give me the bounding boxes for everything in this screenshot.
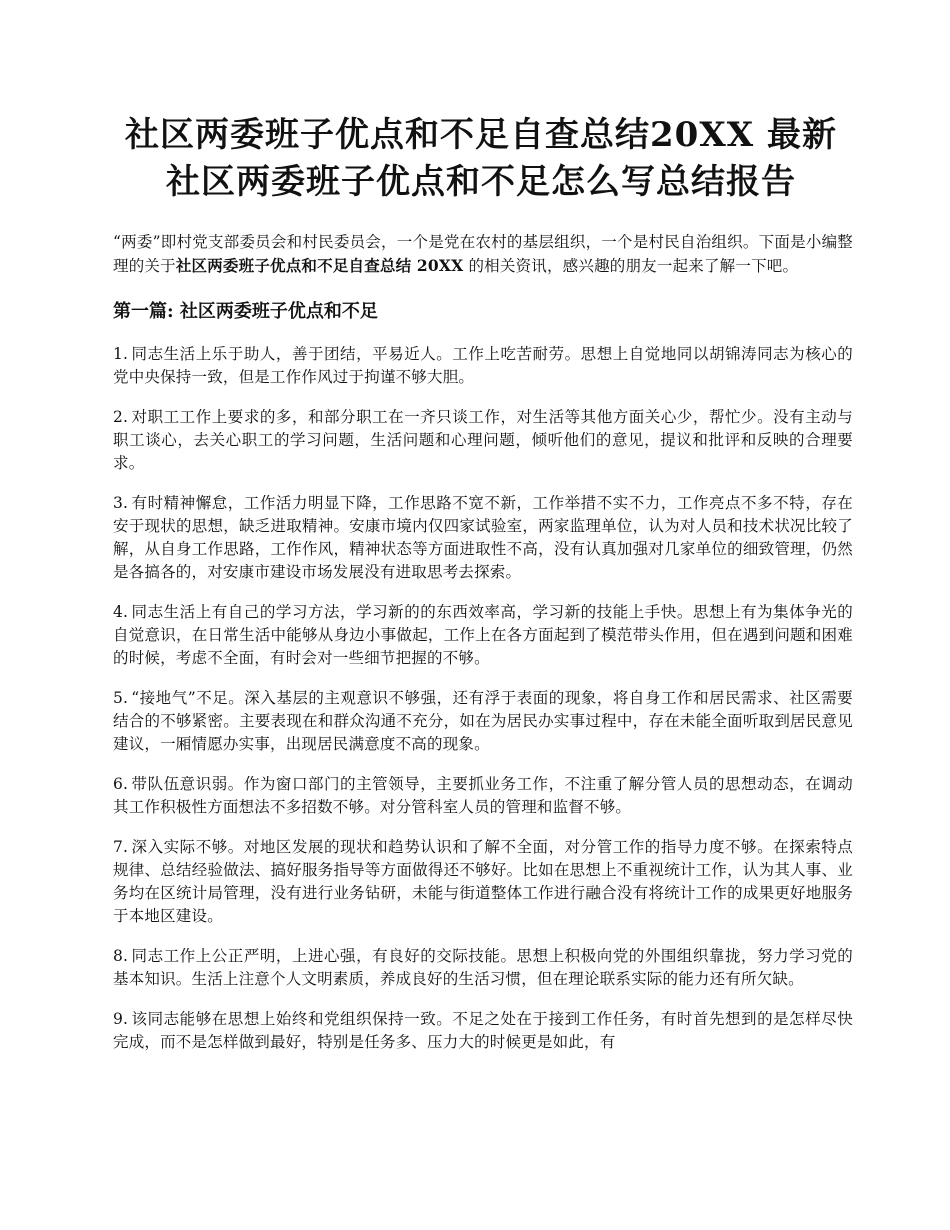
item-text: 同志生活上有自己的学习方法，学习新的的东西效率高，学习新的技能上手快。思想上有为集体争光的自觉意识，在日常生活中能够从身边小事做起，工作上在各方面起到了模范带头作用，但在遇到问题和困难的时候，考虑不全面，有时会对一些细节把握的不够。 (113, 603, 853, 667)
item-number: 3. (113, 494, 129, 512)
intro-paragraph (113, 230, 853, 278)
item-text: 对职工工作上要求的多，和部分职工在一齐只谈工作，对生活等其他方面关心少，帮忙少。没有主动与职工谈心，去关心职工的学习问题，生活问题和心理问题，倾听他们的意见，提议和批评和反映的合理要求。 (113, 408, 853, 472)
document-page (113, 112, 853, 1054)
list-item (113, 343, 853, 389)
list-item (113, 773, 853, 819)
item-number: 5. (113, 689, 129, 707)
item-text: “接地气”不足。深入基层的主观意识不够强，还有浮于表面的现象，将自身工作和居民需求、社区需要结合的不够紧密。主要表现在和群众沟通不充分，如在为居民办实事过程中，存在未能全面听取到居民意见建议，一厢情愿办实事，出现居民满意度不高的现象。 (113, 689, 853, 753)
item-text: 该同志能够在思想上始终和党组织保持一致。不足之处在于接到工作任务，有时首先想到的是怎样尽快完成，而不是怎样做到最好，特别是任务多、压力大的时候更是如此，有 (113, 1010, 853, 1051)
item-text: 同志生活上乐于助人，善于团结，平易近人。工作上吃苦耐劳。思想上自觉地同以胡锦涛同志为核心的党中央保持一致，但是工作作风过于拘谨不够大胆。 (113, 345, 853, 386)
item-text: 同志工作上公正严明，上进心强，有良好的交际技能。思想上积极向党的外围组织靠拢，努力学习党的基本知识。生活上注意个人文明素质，养成良好的生活习惯，但在理论联系实际的能力还有所欠缺。 (113, 947, 853, 988)
list-item (113, 836, 853, 928)
item-text: 带队伍意识弱。作为窗口部门的主管领导，主要抓业务工作，不注重了解分管人员的思想动态，在调动其工作积极性方面想法不多招数不够。对分管科室人员的管理和监督不够。 (113, 775, 853, 816)
item-number: 8. (113, 947, 129, 965)
list-item (113, 492, 853, 584)
list-item (113, 687, 853, 756)
item-number: 9. (113, 1010, 129, 1028)
list-item (113, 1008, 853, 1054)
item-number: 4. (113, 603, 129, 621)
list-item (113, 601, 853, 670)
intro-text-end: 的相关资讯，感兴趣的朋友一起来了解一下吧。 (463, 257, 799, 275)
list-item (113, 406, 853, 475)
intro-text-start: “两委”即村党支部委员会和村民委员会，一个是党在农村的基层组织，一个是村民自治组织。下面是小编整理的关于 (113, 233, 853, 275)
item-number: 7. (113, 838, 129, 856)
item-text: 深入实际不够。对地区发展的现状和趋势认识和了解不全面，对分管工作的指导力度不够。在探索特点规律、总结经验做法、搞好服务指导等方面做得还不够好。比如在思想上不重视统计工作，认为其人事、业务均在区统计局管理，没有进行业务钻研，未能与街道整体工作进行融合没有将统计工作的成果更好地服务于本地区建设。 (113, 838, 853, 925)
section-heading: 第一篇: 社区两委班子优点和不足 (113, 301, 378, 322)
list-item (113, 945, 853, 991)
item-number: 6. (113, 775, 129, 793)
item-text: 有时精神懈怠，工作活力明显下降，工作思路不宽不新，工作举措不实不力，工作亮点不多不特，存在安于现状的思想，缺乏进取精神。安康市境内仅四家试验室，两家监理单位，认为对人员和技术状况比较了解，从自身工作思路，工作作风，精神状态等方面进取性不高，没有认真加强对几家单位的细致管理，仍然是各搞各的，对安康市建设市场发展没有进取思考去探索。 (113, 494, 853, 581)
item-number: 1. (113, 345, 129, 363)
item-number: 2. (113, 408, 129, 426)
intro-bold-topic: 社区两委班子优点和不足自查总结 20XX (175, 256, 464, 275)
document-title: 社区两委班子优点和不足自查总结20XX 最新社区两委班子优点和不足怎么写总结报告 (125, 115, 837, 202)
